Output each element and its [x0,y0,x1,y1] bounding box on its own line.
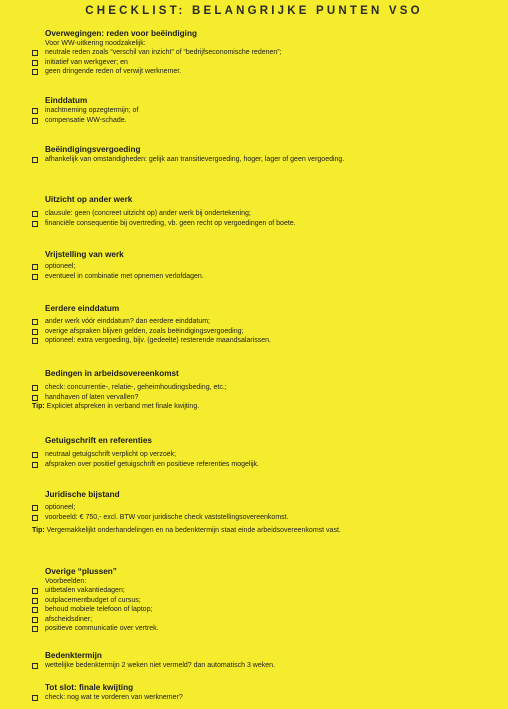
checkbox-icon[interactable] [32,60,38,66]
checkbox-icon[interactable] [32,598,38,604]
section-overige-plussen [32,567,472,634]
checkbox-icon[interactable] [32,108,38,114]
checklist-item[interactable]: optioneel; [32,262,472,272]
section-finale-kwijting [32,683,472,703]
checkbox-icon[interactable] [32,462,38,468]
checkbox-icon[interactable] [32,607,38,613]
section-title: Eerdere einddatum [45,304,120,313]
section-title: Einddatum [45,96,88,105]
checkbox-icon[interactable] [32,118,38,124]
checkbox-icon[interactable] [32,515,38,521]
checkbox-icon[interactable] [32,157,38,163]
checklist-item[interactable]: neutrale reden zoals “verschil van inzicht” of “bedrijfseconomische redenen”; [32,48,472,58]
section-title: Bedingen in arbeidsovereenkomst [45,369,179,378]
checkbox-icon[interactable] [32,338,38,344]
checklist-item[interactable]: compensatie WW-schade. [32,116,472,126]
checklist-item[interactable]: outplacementbudget of cursus; [32,596,472,606]
section-bedenktermijn [32,651,472,671]
checklist-item[interactable]: neutraal getuigschrift verplicht op verzoek; [32,450,472,460]
checkbox-icon[interactable] [32,319,38,325]
checkbox-icon[interactable] [32,264,38,270]
checklist-item[interactable]: eventueel in combinatie met opnemen verlofdagen. [32,272,472,282]
checkbox-icon[interactable] [32,395,38,401]
checklist-item[interactable]: inachtneming opzegtermijn; of [32,106,472,116]
checklist-item[interactable]: afscheidsdiner; [32,615,472,625]
checklist-item[interactable]: optioneel; [32,503,472,513]
checkbox-icon[interactable] [32,626,38,632]
section-title: Beëindigingsvergoeding [45,145,141,154]
checklist-item[interactable]: overige afspraken blijven gelden, zoals beëindigingsvergoeding; [32,327,472,337]
checklist-item[interactable]: initiatief van werkgever; en [32,58,472,68]
checkbox-icon[interactable] [32,617,38,623]
checkbox-icon[interactable] [32,588,38,594]
section-getuigschrift [32,436,472,469]
checkbox-icon[interactable] [32,695,38,701]
section-einddatum [32,96,472,125]
checklist-item[interactable]: handhaven of laten vervallen? [32,393,472,403]
section-title: Uitzicht op ander werk [45,195,133,204]
section-overwegingen [32,29,472,77]
checkbox-icon[interactable] [32,69,38,75]
checklist-item[interactable]: ander werk vóór einddatum? dan eerdere einddatum; [32,317,472,327]
checklist-item[interactable]: financiële consequentie bij overtreding, vb. geen recht op vergoedingen of boete. [32,219,472,229]
checkbox-icon[interactable] [32,50,38,56]
tip-text: Tip: Expliciet afspreken in verband met finale kwijting. [32,403,200,411]
section-title: Tot slot: finale kwijting [45,683,134,692]
section-subtitle: Voor WW-uitkering noodzakelijk: [45,40,146,47]
checklist-item[interactable]: behoud mobiele telefoon of laptop; [32,605,472,615]
checkbox-icon[interactable] [32,221,38,227]
checkbox-icon[interactable] [32,452,38,458]
checklist-item[interactable]: afspraken over positief getuigschrift en positieve referenties mogelijk. [32,460,472,470]
checklist-item[interactable]: check: nog wat te vorderen van werknemer? [32,693,472,703]
checklist-item[interactable]: clausule: geen (concreet uitzicht op) ander werk bij ondertekening; [32,209,472,219]
section-title: Bedenktermijn [45,651,102,660]
checkbox-icon[interactable] [32,385,38,391]
section-eerdere-einddatum [32,304,472,346]
tip-text: Tip: Vergemakkelijkt onderhandelingen en na bedenktermijn staat einde arbeidsovereenkomst vast. [32,527,341,535]
section-subtitle: Voorbeelden: [45,578,87,585]
checkbox-icon[interactable] [32,211,38,217]
section-title: Overige “plussen” [45,567,117,576]
checklist-item[interactable]: wettelijke bedenktermijn 2 weken niet vermeld? dan automatisch 3 weken. [32,661,472,671]
section-title: Juridische bijstand [45,490,120,499]
section-title: Getuigschrift en referenties [45,436,152,445]
page-title: CHECKLIST: BELANGRIJKE PUNTEN VSO [85,5,423,17]
tip-label: Tip: [32,527,45,535]
section-juridische-bijstand [32,490,472,536]
checklist-item[interactable]: geen dringende reden of verwijt werknemer. [32,67,472,77]
checklist-item[interactable]: uitbetalen vakantiedagen; [32,586,472,596]
section-title: Vrijstelling van werk [45,250,124,259]
section-beeindigingsvergoeding [32,145,472,165]
checkbox-icon[interactable] [32,274,38,280]
checklist-item[interactable]: positieve communicatie over vertrek. [32,624,472,634]
tip-label: Tip: [32,403,45,411]
checkbox-icon[interactable] [32,663,38,669]
section-vrijstelling-van-werk [32,250,472,281]
checklist-item[interactable]: voorbeeld: € 750,- excl. BTW voor juridische check vaststellingsovereenkomst. [32,513,472,523]
checklist-item[interactable]: afhankelijk van omstandigheden: gelijk aan transitievergoeding, hoger, lager of geen vergoeding. [32,155,472,165]
section-uitzicht-op-ander-werk [32,195,472,228]
checkbox-icon[interactable] [32,505,38,511]
section-bedingen [32,369,472,412]
checklist-item[interactable]: optioneel: extra vergoeding, bijv. (gedeelte) resterende maandsalarissen. [32,336,472,346]
checkbox-icon[interactable] [32,329,38,335]
checklist-item[interactable]: check: concurrentie-, relatie-, geheimhoudingsbeding, etc.; [32,383,472,393]
section-title: Overwegingen: reden voor beëindiging [45,29,197,38]
